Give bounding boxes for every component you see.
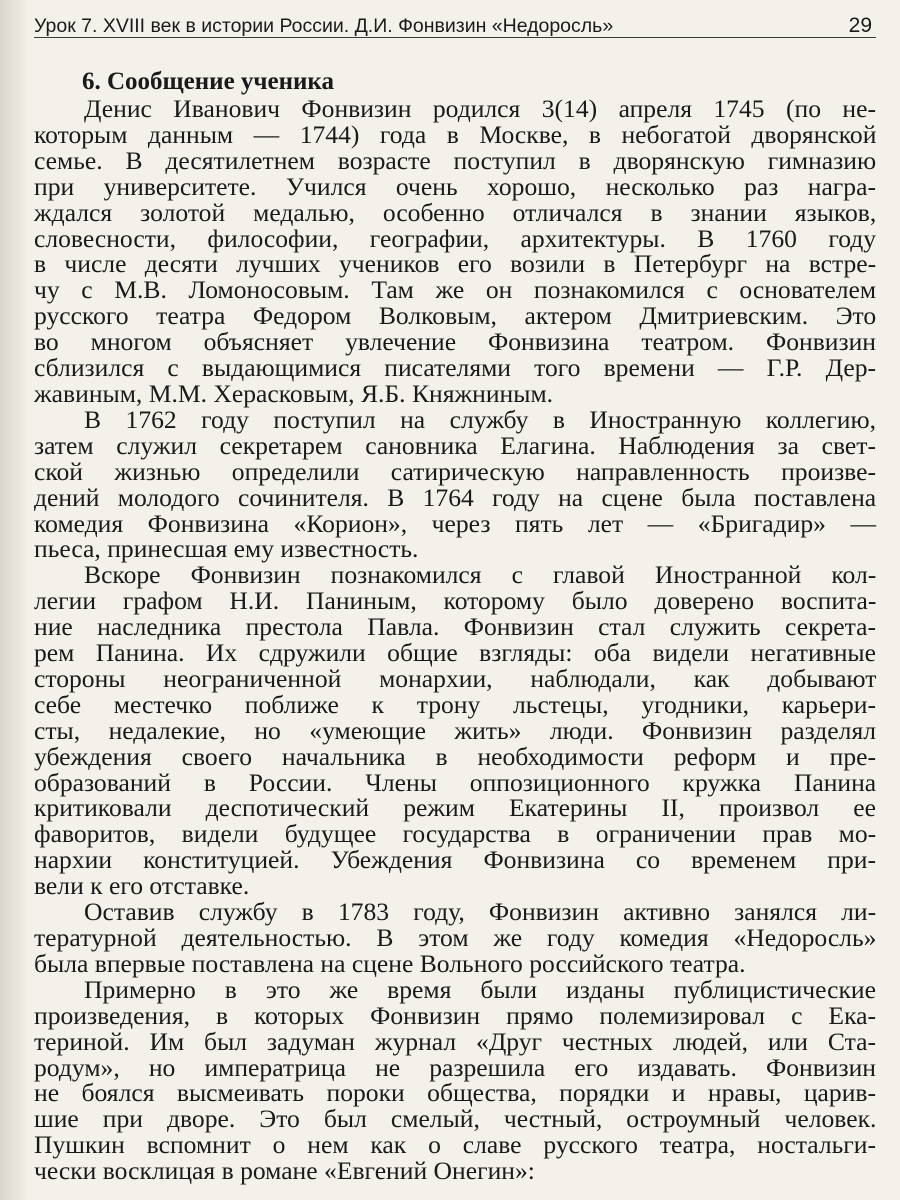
text-line: Денис Иванович Фонвизин родился 3(14) апреля 1745 (по не- — [84, 94, 876, 123]
text-line: себе местечко поближе к трону льстецы, угодники, карьери- — [34, 689, 876, 719]
text-line: чески восклицая в романе «Евгений Онегин»: — [34, 1156, 535, 1186]
text-line: словесности, философии, географии, архитектуры. В 1760 году — [34, 223, 877, 253]
section-heading: 6. Сообщение ученика — [82, 68, 334, 95]
text-line: нархии конституцией. Убеждения Фонвизина со временем при- — [34, 845, 876, 875]
paragraph — [34, 96, 876, 407]
text-line: Оставив службу в 1783 году, Фонвизин активно занялся ли- — [84, 897, 877, 927]
page-gutter-shadow — [0, 0, 30, 1200]
text-line: родум», но императрица не разрешила его издавать. Фонвизин — [34, 1052, 876, 1082]
running-header — [34, 10, 876, 38]
text-line: произведения, в которых Фонвизин прямо полемизировал с Ека- — [34, 1000, 876, 1030]
text-line: пьеса, принесшая ему известность. — [34, 534, 419, 564]
text-line: тературной деятельностью. В этом же году комедия «Недоросль» — [34, 923, 877, 952]
text-line: которым данным — 1744) года в Москве, в небогатой дворянской — [34, 119, 877, 149]
text-line: дений молодого сочинителя. В 1764 году на сцене была поставлена — [34, 482, 877, 512]
text-line: сты, недалекие, но «умеющие жить» люди. Фонвизин разделял — [34, 715, 876, 745]
text-line: Вскоре Фонвизин познакомился с главой Иностранной кол- — [84, 560, 877, 590]
text-line: ние наследника престола Павла. Фонвизин стал служить секрета- — [34, 612, 877, 642]
paragraph — [34, 562, 876, 899]
text-line: рем Панина. Их сдружили общие взгляды: оба видели негативные — [34, 638, 876, 668]
text-line: стороны неограниченной монархии, наблюдали, как добывают — [34, 663, 877, 693]
text-line: при университете. Учился очень хорошо, несколько раз награ- — [34, 171, 876, 201]
text-line: сблизился с выдающимися писателями того времени — Г.Р. Дер- — [34, 353, 877, 383]
text-line: териной. Им был задуман журнал «Друг честных людей, или Ста- — [34, 1026, 876, 1056]
paragraph — [34, 404, 877, 564]
text-line: чу с М.В. Ломоносовым. Там же он познакомился с основателем — [34, 275, 877, 305]
text-line: вели к его отставке. — [34, 871, 250, 901]
text-line: образований в России. Члены оппозиционного кружка Панина — [34, 767, 877, 797]
text-line: Примерно в это же время были изданы публицистические — [84, 974, 876, 1004]
text-line: ской жизнью определили сатирическую направленность произве- — [34, 456, 876, 486]
paragraph — [34, 974, 877, 1186]
text-line: была впервые поставлена на сцене Вольного российского театра. — [34, 948, 746, 978]
text-line: В 1762 году поступил на службу в Иностранную коллегию, — [84, 404, 876, 434]
text-line: Пушкин вспомнит о нем как о славе русского театра, ностальги- — [34, 1130, 876, 1160]
text-line: комедия Фонвизина «Корион», через пять лет — «Бригадир» — — [34, 508, 877, 538]
text-line: фаворитов, видели будущее государства в ограничении прав мо- — [34, 819, 877, 849]
text-line: критиковали деспотический режим Екатерины II, произвол ее — [34, 793, 876, 823]
text-line: легии графом Н.И. Паниным, которому было доверено воспита- — [34, 586, 877, 616]
text-line: в числе десяти лучших учеников его возили в Петербург на встре- — [34, 249, 877, 279]
text-line: затем служил секретарем сановника Елагина. Наблюдения за свет- — [34, 430, 876, 460]
page-number: 29 — [848, 14, 872, 37]
text-line: жавиным, М.М. Херасковым, Я.Б. Княжниным. — [34, 378, 554, 408]
text-line: русского театра Федором Волковым, актером Дмитриевским. Это — [34, 301, 877, 331]
text-line: не боялся высмеивать пороки общества, порядки и нравы, царив- — [34, 1078, 876, 1108]
text-line: убеждения своего начальника в необходимости реформ и пре- — [34, 741, 876, 771]
text-line: во многом объясняет увлечение Фонвизина театром. Фонвизин — [34, 327, 876, 357]
text-line: семье. В десятилетнем возрасте поступил в дворянскую гимназию — [34, 145, 877, 175]
header-title: Урок 7. XVIII век в истории России. Д.И. Фонвизин «Недоросль» — [34, 15, 614, 37]
text-line: шие при дворе. Это был смелый, честный, остроумный человек. — [34, 1104, 877, 1134]
text-line: ждался золотой медалью, особенно отличался в знании языков, — [34, 197, 877, 227]
body-text — [34, 96, 876, 1184]
paragraph — [34, 899, 876, 977]
